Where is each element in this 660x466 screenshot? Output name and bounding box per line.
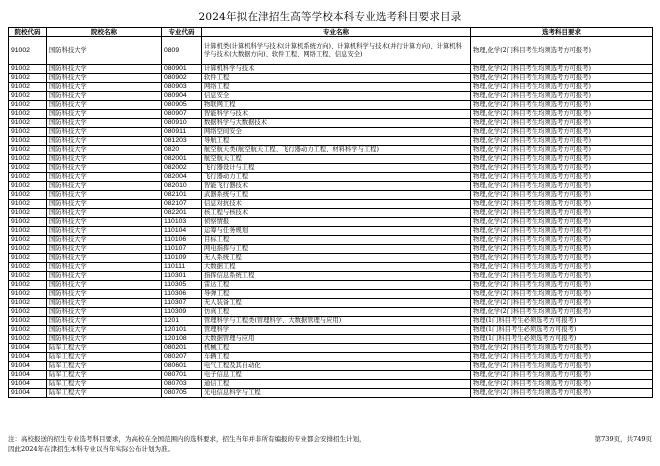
requirement-cell: 物理,化学(2门科目考生均须选考方可报考) xyxy=(471,137,653,146)
school-code-cell: 91004 xyxy=(9,353,47,362)
table-row xyxy=(9,326,653,335)
major-code-cell: 120108 xyxy=(162,335,202,344)
requirement-cell: 物理,化学(2门科目考生均须选考方可报考) xyxy=(471,146,653,155)
major-name-cell: 仿真工程 xyxy=(202,308,471,317)
major-name-cell: 智能科学与技术 xyxy=(202,110,471,119)
requirement-cell: 物理,化学(2门科目考生均须选考方可报考) xyxy=(471,101,653,110)
school-name-cell: 国防科技大学 xyxy=(47,263,162,272)
school-code-cell: 91002 xyxy=(9,281,47,290)
school-code-cell: 91002 xyxy=(9,263,47,272)
school-code-cell: 91002 xyxy=(9,155,47,164)
major-code-cell: 110104 xyxy=(162,227,202,236)
major-name-cell: 智能飞行器技术 xyxy=(202,182,471,191)
school-code-cell: 91002 xyxy=(9,92,47,101)
table-row xyxy=(9,74,653,83)
footnote xyxy=(8,434,652,454)
school-name-cell: 陆军工程大学 xyxy=(47,344,162,353)
table-row xyxy=(9,281,653,290)
school-code-cell: 91002 xyxy=(9,200,47,209)
major-name-cell: 网络空间安全 xyxy=(202,128,471,137)
footnote-line-1: 注：高校报送的招生专业选考科目要求，为高校在全国范围内的选科要求，招生当年并非所有编报的专业都会安排招生计划， xyxy=(8,435,366,443)
header-major-name: 专业名称 xyxy=(202,28,471,37)
school-name-cell: 国防科技大学 xyxy=(47,83,162,92)
table-row xyxy=(9,83,653,92)
requirement-cell: 物理,化学(2门科目考生均须选考方可报考) xyxy=(471,182,653,191)
major-code-cell: 110301 xyxy=(162,272,202,281)
table-row xyxy=(9,254,653,263)
major-name-cell: 飞行器动力工程 xyxy=(202,173,471,182)
school-code-cell: 91002 xyxy=(9,308,47,317)
requirement-cell: 物理,化学(2门科目考生均须选考方可报考) xyxy=(471,83,653,92)
table-row xyxy=(9,92,653,101)
school-code-cell: 91002 xyxy=(9,326,47,335)
school-code-cell: 91002 xyxy=(9,227,47,236)
table-row xyxy=(9,200,653,209)
school-code-cell: 91002 xyxy=(9,191,47,200)
major-code-cell: 082107 xyxy=(162,200,202,209)
major-name-cell: 指挥信息系统工程 xyxy=(202,272,471,281)
major-code-cell: 110103 xyxy=(162,218,202,227)
footnote-line-2: 因此2024年在津招生本科专业以当年实际公布计划为准。 xyxy=(8,445,175,453)
major-name-cell: 大数据管理与应用 xyxy=(202,335,471,344)
table-row xyxy=(9,299,653,308)
table-header-row xyxy=(9,28,653,37)
major-code-cell: 080201 xyxy=(162,344,202,353)
school-name-cell: 国防科技大学 xyxy=(47,290,162,299)
table-row xyxy=(9,218,653,227)
requirement-cell: 物理,化学(2门科目考生均须选考方可报考) xyxy=(471,371,653,380)
table-row xyxy=(9,209,653,218)
major-code-cell: 080903 xyxy=(162,83,202,92)
school-code-cell: 91002 xyxy=(9,119,47,128)
table-row xyxy=(9,37,653,65)
school-name-cell: 国防科技大学 xyxy=(47,155,162,164)
requirements-table xyxy=(8,27,653,398)
major-name-cell: 电气工程及其自动化 xyxy=(202,362,471,371)
table-row xyxy=(9,182,653,191)
table-row xyxy=(9,272,653,281)
school-code-cell: 91002 xyxy=(9,236,47,245)
requirement-cell: 物理(1门科目考生必须选考方可报考) xyxy=(471,317,653,326)
table-body xyxy=(9,37,653,398)
major-name-cell: 武器系统与工程 xyxy=(202,191,471,200)
major-name-cell: 机械工程 xyxy=(202,344,471,353)
major-code-cell: 080701 xyxy=(162,371,202,380)
major-name-cell: 导航工程 xyxy=(202,137,471,146)
requirement-cell: 物理,化学(2门科目考生均须选考方可报考) xyxy=(471,164,653,173)
school-code-cell: 91002 xyxy=(9,173,47,182)
school-name-cell: 国防科技大学 xyxy=(47,101,162,110)
school-name-cell: 国防科技大学 xyxy=(47,200,162,209)
major-code-cell: 080904 xyxy=(162,92,202,101)
major-name-cell: 光电信息科学与工程 xyxy=(202,389,471,398)
major-code-cell: 080901 xyxy=(162,65,202,74)
school-name-cell: 国防科技大学 xyxy=(47,299,162,308)
requirement-cell: 物理,化学(2门科目考生均须选考方可报考) xyxy=(471,290,653,299)
school-code-cell: 91004 xyxy=(9,344,47,353)
table-row xyxy=(9,308,653,317)
major-code-cell: 080705 xyxy=(162,389,202,398)
header-requirement: 选考科目要求 xyxy=(471,28,653,37)
major-code-cell: 0820 xyxy=(162,146,202,155)
school-code-cell: 91002 xyxy=(9,137,47,146)
table-row xyxy=(9,344,653,353)
school-name-cell: 陆军工程大学 xyxy=(47,389,162,398)
school-code-cell: 91002 xyxy=(9,128,47,137)
header-school-code: 院校代码 xyxy=(9,28,47,37)
requirement-cell: 物理(1门科目考生必须选考方可报考) xyxy=(471,326,653,335)
requirement-cell: 物理,化学(2门科目考生均须选考方可报考) xyxy=(471,362,653,371)
school-code-cell: 91002 xyxy=(9,101,47,110)
school-code-cell: 91002 xyxy=(9,272,47,281)
requirement-cell: 物理,化学(2门科目考生均须选考方可报考) xyxy=(471,254,653,263)
table-row xyxy=(9,353,653,362)
page-number: 第739页，共749页 xyxy=(594,435,652,443)
major-name-cell: 数据科学与大数据技术 xyxy=(202,119,471,128)
requirement-cell: 物理,化学(2门科目考生均须选考方可报考) xyxy=(471,74,653,83)
school-name-cell: 国防科技大学 xyxy=(47,110,162,119)
major-code-cell: 110305 xyxy=(162,281,202,290)
table-row xyxy=(9,119,653,128)
school-code-cell: 91002 xyxy=(9,182,47,191)
requirement-cell: 物理,化学(2门科目考生均须选考方可报考) xyxy=(471,389,653,398)
major-code-cell: 110307 xyxy=(162,299,202,308)
document-title: 2024年拟在津招生高等学校本科专业选考科目要求目录 xyxy=(198,11,462,23)
requirement-cell: 物理,化学(2门科目考生均须选考方可报考) xyxy=(471,281,653,290)
requirement-cell: 物理,化学(2门科目考生均须选考方可报考) xyxy=(471,245,653,254)
school-name-cell: 国防科技大学 xyxy=(47,74,162,83)
major-name-cell: 运筹与任务规划 xyxy=(202,227,471,236)
school-code-cell: 91002 xyxy=(9,245,47,254)
requirement-cell: 物理,化学(2门科目考生均须选考方可报考) xyxy=(471,37,653,65)
school-name-cell: 国防科技大学 xyxy=(47,281,162,290)
major-name-cell: 无人装备工程 xyxy=(202,299,471,308)
major-code-cell: 110107 xyxy=(162,245,202,254)
requirement-cell: 物理,化学(2门科目考生均须选考方可报考) xyxy=(471,308,653,317)
school-name-cell: 陆军工程大学 xyxy=(47,371,162,380)
school-name-cell: 国防科技大学 xyxy=(47,146,162,155)
table-row xyxy=(9,236,653,245)
requirement-cell: 物理,化学(2门科目考生均须选考方可报考) xyxy=(471,65,653,74)
major-name-cell: 航空航天工程 xyxy=(202,155,471,164)
major-code-cell: 080911 xyxy=(162,128,202,137)
school-name-cell: 国防科技大学 xyxy=(47,308,162,317)
major-code-cell: 080902 xyxy=(162,74,202,83)
major-code-cell: 080905 xyxy=(162,101,202,110)
major-name-cell: 雷达工程 xyxy=(202,281,471,290)
school-name-cell: 国防科技大学 xyxy=(47,65,162,74)
major-name-cell: 侦察情报 xyxy=(202,218,471,227)
requirement-cell: 物理,化学(2门科目考生均须选考方可报考) xyxy=(471,110,653,119)
major-name-cell: 计算机科学与技术 xyxy=(202,65,471,74)
major-name-cell: 大数据工程 xyxy=(202,263,471,272)
school-name-cell: 国防科技大学 xyxy=(47,272,162,281)
school-code-cell: 91002 xyxy=(9,254,47,263)
school-code-cell: 91002 xyxy=(9,83,47,92)
major-code-cell: 080601 xyxy=(162,362,202,371)
school-name-cell: 国防科技大学 xyxy=(47,218,162,227)
school-code-cell: 91004 xyxy=(9,389,47,398)
school-name-cell: 国防科技大学 xyxy=(47,119,162,128)
school-code-cell: 91004 xyxy=(9,362,47,371)
requirement-cell: 物理,化学(2门科目考生均须选考方可报考) xyxy=(471,272,653,281)
major-name-cell: 飞行器设计与工程 xyxy=(202,164,471,173)
major-name-cell: 信息安全 xyxy=(202,92,471,101)
major-name-cell: 网电指挥与工程 xyxy=(202,245,471,254)
school-name-cell: 国防科技大学 xyxy=(47,227,162,236)
major-code-cell: 082101 xyxy=(162,191,202,200)
major-code-cell: 080907 xyxy=(162,110,202,119)
major-code-cell: 1201 xyxy=(162,317,202,326)
major-code-cell: 082004 xyxy=(162,173,202,182)
major-name-cell: 航空航天类(航空航天工程、飞行器动力工程、材料科学与工程) xyxy=(202,146,471,155)
major-name-cell: 管理科学 xyxy=(202,326,471,335)
table-row xyxy=(9,263,653,272)
major-code-cell: 082002 xyxy=(162,164,202,173)
requirement-cell: 物理,化学(2门科目考生均须选考方可报考) xyxy=(471,173,653,182)
requirement-cell: 物理(1门科目考生必须选考方可报考) xyxy=(471,335,653,344)
major-code-cell: 080207 xyxy=(162,353,202,362)
school-name-cell: 陆军工程大学 xyxy=(47,353,162,362)
major-name-cell: 电子信息工程 xyxy=(202,371,471,380)
requirement-cell: 物理,化学(2门科目考生均须选考方可报考) xyxy=(471,218,653,227)
major-code-cell: 080703 xyxy=(162,380,202,389)
school-code-cell: 91004 xyxy=(9,371,47,380)
requirement-cell: 物理,化学(2门科目考生均须选考方可报考) xyxy=(471,299,653,308)
school-name-cell: 国防科技大学 xyxy=(47,191,162,200)
school-name-cell: 国防科技大学 xyxy=(47,137,162,146)
table-row xyxy=(9,146,653,155)
school-code-cell: 91002 xyxy=(9,164,47,173)
school-name-cell: 国防科技大学 xyxy=(47,245,162,254)
school-code-cell: 91002 xyxy=(9,37,47,65)
table-row xyxy=(9,128,653,137)
major-code-cell: 082001 xyxy=(162,155,202,164)
table-row xyxy=(9,335,653,344)
school-name-cell: 国防科技大学 xyxy=(47,182,162,191)
major-name-cell: 信息对抗技术 xyxy=(202,200,471,209)
major-name-cell: 计算机类(计算机科学与技术(计算机系统方向)、计算机科学与技术(并行计算方向)、计算机科学与技术(大数据方向)、软件工程、网络工程、信息安全) xyxy=(202,37,471,65)
table-row xyxy=(9,110,653,119)
school-code-cell: 91002 xyxy=(9,317,47,326)
school-name-cell: 国防科技大学 xyxy=(47,236,162,245)
major-code-cell: 0809 xyxy=(162,37,202,65)
requirement-cell: 物理,化学(2门科目考生均须选考方可报考) xyxy=(471,209,653,218)
requirement-cell: 物理,化学(2门科目考生均须选考方可报考) xyxy=(471,191,653,200)
major-code-cell: 110309 xyxy=(162,308,202,317)
school-name-cell: 陆军工程大学 xyxy=(47,362,162,371)
major-code-cell: 081203 xyxy=(162,137,202,146)
major-name-cell: 目标工程 xyxy=(202,236,471,245)
major-code-cell: 120101 xyxy=(162,326,202,335)
major-code-cell: 110306 xyxy=(162,290,202,299)
table-row xyxy=(9,389,653,398)
major-name-cell: 管理科学与工程类(管理科学、大数据管理与应用) xyxy=(202,317,471,326)
requirement-cell: 物理,化学(2门科目考生均须选考方可报考) xyxy=(471,200,653,209)
requirement-cell: 物理,化学(2门科目考生均须选考方可报考) xyxy=(471,119,653,128)
table-row xyxy=(9,290,653,299)
table-row xyxy=(9,317,653,326)
school-code-cell: 91004 xyxy=(9,380,47,389)
requirement-cell: 物理,化学(2门科目考生均须选考方可报考) xyxy=(471,227,653,236)
requirement-cell: 物理,化学(2门科目考生均须选考方可报考) xyxy=(471,155,653,164)
school-code-cell: 91002 xyxy=(9,74,47,83)
major-name-cell: 核工程与核技术 xyxy=(202,209,471,218)
school-name-cell: 陆军工程大学 xyxy=(47,380,162,389)
school-name-cell: 国防科技大学 xyxy=(47,164,162,173)
major-code-cell: 110111 xyxy=(162,263,202,272)
table-row xyxy=(9,173,653,182)
major-name-cell: 通信工程 xyxy=(202,380,471,389)
requirement-cell: 物理,化学(2门科目考生均须选考方可报考) xyxy=(471,353,653,362)
school-name-cell: 国防科技大学 xyxy=(47,209,162,218)
table-row xyxy=(9,137,653,146)
requirement-cell: 物理,化学(2门科目考生均须选考方可报考) xyxy=(471,344,653,353)
school-code-cell: 91002 xyxy=(9,290,47,299)
requirement-cell: 物理,化学(2门科目考生均须选考方可报考) xyxy=(471,92,653,101)
school-name-cell: 国防科技大学 xyxy=(47,92,162,101)
table-row xyxy=(9,191,653,200)
header-school-name: 院校名称 xyxy=(47,28,162,37)
school-code-cell: 91002 xyxy=(9,110,47,119)
school-code-cell: 91002 xyxy=(9,65,47,74)
school-name-cell: 国防科技大学 xyxy=(47,335,162,344)
major-name-cell: 导弹工程 xyxy=(202,290,471,299)
major-name-cell: 物联网工程 xyxy=(202,101,471,110)
school-name-cell: 国防科技大学 xyxy=(47,128,162,137)
school-name-cell: 国防科技大学 xyxy=(47,173,162,182)
major-code-cell: 082201 xyxy=(162,209,202,218)
table-row xyxy=(9,245,653,254)
major-code-cell: 110106 xyxy=(162,236,202,245)
school-name-cell: 国防科技大学 xyxy=(47,317,162,326)
table-row xyxy=(9,101,653,110)
school-name-cell: 国防科技大学 xyxy=(47,326,162,335)
major-name-cell: 软件工程 xyxy=(202,74,471,83)
school-name-cell: 国防科技大学 xyxy=(47,37,162,65)
major-code-cell: 110109 xyxy=(162,254,202,263)
school-code-cell: 91002 xyxy=(9,209,47,218)
school-code-cell: 91002 xyxy=(9,218,47,227)
table-row xyxy=(9,371,653,380)
major-name-cell: 无人系统工程 xyxy=(202,254,471,263)
school-code-cell: 91002 xyxy=(9,335,47,344)
school-name-cell: 国防科技大学 xyxy=(47,254,162,263)
major-name-cell: 网络工程 xyxy=(202,83,471,92)
requirement-cell: 物理,化学(2门科目考生均须选考方可报考) xyxy=(471,128,653,137)
major-code-cell: 080910 xyxy=(162,119,202,128)
school-code-cell: 91002 xyxy=(9,299,47,308)
table-row xyxy=(9,380,653,389)
table-row xyxy=(9,164,653,173)
requirement-cell: 物理,化学(2门科目考生均须选考方可报考) xyxy=(471,236,653,245)
header-major-code: 专业代码 xyxy=(162,28,202,37)
table-row xyxy=(9,65,653,74)
requirement-cell: 物理,化学(2门科目考生均须选考方可报考) xyxy=(471,380,653,389)
school-code-cell: 91002 xyxy=(9,146,47,155)
table-row xyxy=(9,362,653,371)
requirement-cell: 物理,化学(2门科目考生均须选考方可报考) xyxy=(471,263,653,272)
major-code-cell: 082010 xyxy=(162,182,202,191)
major-name-cell: 车辆工程 xyxy=(202,353,471,362)
table-row xyxy=(9,227,653,236)
table-row xyxy=(9,155,653,164)
